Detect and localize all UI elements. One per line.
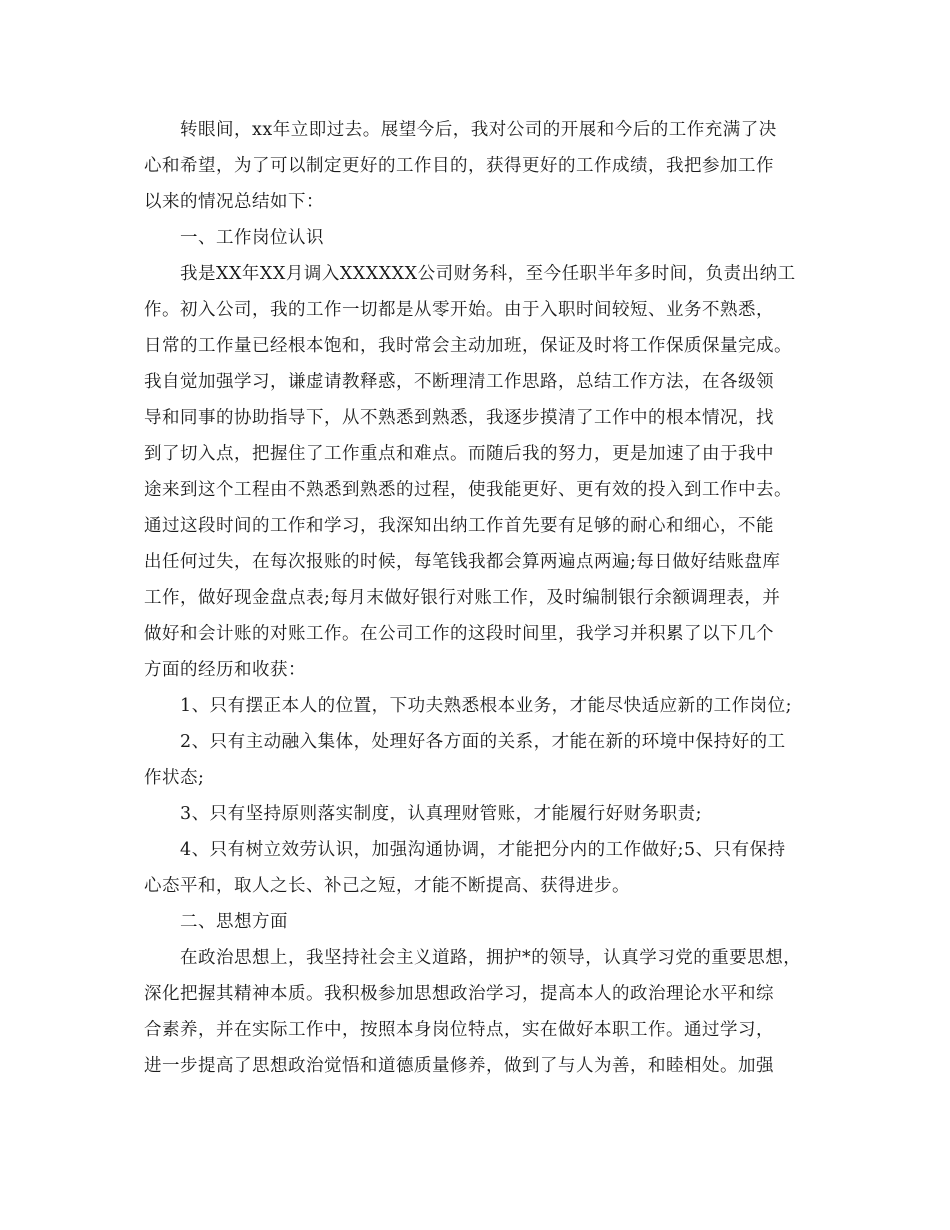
text-line: 心和希望，为了可以制定更好的工作目的，获得更好的工作成绩，我把参加工作 — [144, 156, 774, 176]
text-line: 我自觉加强学习，谦虚请教释惑，不断理清工作思路，总结工作方法，在各级领 — [144, 372, 774, 392]
list-item: 2、只有主动融入集体，处理好各方面的关系，才能在新的环境中保持好的工 — [180, 732, 786, 752]
text-line: 深化把握其精神本质。我积极参加思想政治学习，提高本人的政治理论水平和综 — [144, 984, 774, 1004]
text-line: 以来的情况总结如下： — [144, 192, 324, 212]
text-line: 转眼间，xx年立即过去。展望今后，我对公司的开展和今后的工作充满了决 — [180, 120, 777, 140]
text-line: 做好和会计账的对账工作。在公司工作的这段时间里，我学习并积累了以下几个 — [144, 624, 774, 644]
text-line: 在政治思想上，我坚持社会主义道路，拥护*的领导，认真学习党的重要思想， — [180, 948, 802, 968]
section-heading: 二、思想方面 — [180, 912, 288, 932]
text-line: 作。初入公司，我的工作一切都是从零开始。由于入职时间较短、业务不熟悉， — [144, 300, 774, 320]
section-heading: 一、工作岗位认识 — [180, 228, 324, 248]
text-line: 心态平和，取人之长、补己之短，才能不断提高、获得进步。 — [144, 876, 630, 896]
text-line: 日常的工作量已经根本饱和，我时常会主动加班，保证及时将工作保质保量完成。 — [144, 336, 792, 356]
text-line: 导和同事的协助指导下，从不熟悉到熟悉，我逐步摸清了工作中的根本情况，找 — [144, 408, 774, 428]
text-line: 通过这段时间的工作和学习，我深知出纳工作首先要有足够的耐心和细心，不能 — [144, 516, 774, 536]
text-line: 我是XX年XX月调入XXXXXX公司财务科，至今任职半年多时间，负责出纳工 — [180, 264, 796, 284]
text-line: 出任何过失，在每次报账的时候，每笔钱我都会算两遍点两遍;每日做好结账盘库 — [144, 552, 781, 572]
text-line: 方面的经历和收获： — [144, 660, 306, 680]
list-item: 3、只有坚持原则落实制度，认真理财管账，才能履行好财务职责; — [180, 804, 703, 824]
text-line: 合素养，并在实际工作中，按照本身岗位特点，实在做好本职工作。通过学习， — [144, 1020, 774, 1040]
list-item: 4、只有树立效劳认识，加强沟通协调，才能把分内的工作做好;5、只有保持 — [180, 840, 786, 860]
text-line: 进一步提高了思想政治觉悟和道德质量修养，做到了与人为善，和睦相处。加强 — [144, 1056, 774, 1076]
text-line: 途来到这个工程由不熟悉到熟悉的过程，使我能更好、更有效的投入到工作中去。 — [144, 480, 792, 500]
text-line: 工作，做好现金盘点表;每月末做好银行对账工作，及时编制银行余额调理表，并 — [144, 588, 781, 608]
text-line: 到了切入点，把握住了工作重点和难点。而随后我的努力，更是加速了由于我中 — [144, 444, 774, 464]
list-item: 1、只有摆正本人的位置，下功夫熟悉根本业务，才能尽快适应新的工作岗位; — [180, 696, 793, 716]
text-line: 作状态; — [144, 768, 205, 788]
